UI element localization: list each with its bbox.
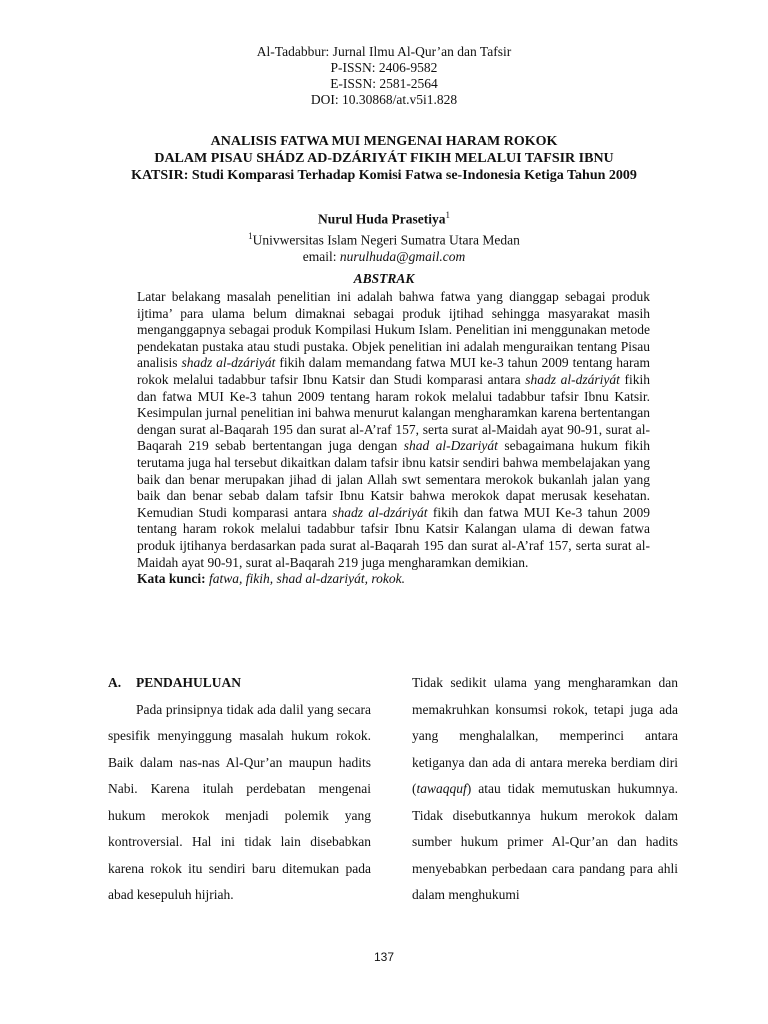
title-line-1: ANALISIS FATWA MUI MENGENAI HARAM ROKOK	[210, 134, 558, 149]
doi-label: DOI:	[310, 92, 342, 107]
abstract-term: shadz al-dzáriyát	[332, 504, 428, 520]
title-line-3: KATSIR: Studi Komparasi Terhadap Komisi Fatwa se-Indonesia Ketiga Tahun 2009	[131, 168, 637, 183]
email-label: email:	[302, 249, 340, 264]
abstract-term: shadz al-dzáriyát	[181, 355, 276, 371]
body-text: ) atau tidak memutuskan hukumnya. Tidak disebutkannya hukum merokok dalam sumber hukum primer Al-Qur’an dan hadits menyebabkan perbedaan cara pandang para ahli dalam menghukumi	[412, 781, 678, 902]
paper-title	[110, 133, 658, 184]
author-block	[0, 207, 768, 265]
email-line	[0, 248, 768, 265]
page-number: 137	[373, 950, 395, 964]
doi-link[interactable]: 10.30868/at.v5i1.828	[342, 92, 458, 107]
affiliation-line	[0, 228, 768, 249]
body-paragraph-left: Pada prinsipnya tidak ada dalil yang secara spesifik menyinggung masalah hukum rokok. Baik dalam nas-nas Al-Qur’an maupun hadits Nabi. Karena itulah perdebatan mengenai hukum merokok menjadi polemik yang kontroversial. Hal ini tidak lain disebabkan karena rokok itu sendiri baru ditemukan pada abad kesepuluh hijriah.	[108, 701, 371, 902]
email-address[interactable]: nurulhuda@gmail.com	[339, 249, 466, 264]
affiliation-sup: 1	[248, 230, 253, 241]
abstract-heading: ABSTRAK	[353, 271, 415, 286]
abstract-body	[137, 289, 650, 588]
abstract-text: fikih dalam memandang fatwa MUI ke-3 tahun 2009 tentang haram rokok melalui tadabbur tafsir Ibnu Katsir dan Studi komparasi antara	[137, 355, 650, 387]
title-line-2: DALAM PISAU SHÁDZ AD-DZÁRIYÁT FIKIH MELALUI TAFSIR IBNU	[154, 151, 614, 166]
abstract-text: fikih dan fatwa MUI Ke-3 tahun 2009 tentang haram rokok melalui tadabbur tafsir Ibnu Katsir Kalangan ulama di dewan fatwa produk ijtihanya berdasarkan pada surat al-Baqarah 195 dan surat al-A’raf 157, serta surat al-Maidah ayat 90-91, surat al-Baqarah 219 juga mengharamkan demikian.	[137, 504, 650, 570]
doi	[0, 92, 768, 108]
abstract-term: shad al-Dzariyát	[403, 438, 498, 454]
keywords-label: Kata kunci:	[137, 571, 206, 587]
section-label: A.	[108, 675, 122, 690]
affiliation: Univwersitas Islam Negeri Sumatra Utara Medan	[252, 232, 520, 247]
abstract-text: fikih dan fatwa MUI Ke-3 tahun 2009 tentang haram rokok melalui tadabbur tafsir Ibnu Katsir. Kesimpulan jurnal penelitian ini bahwa menurut kalangan mengharamkan karena bertentangan dengan surat al-Baqarah 195 dan surat al-A’raf 157, serta surat al-Maidah ayat 90-91, surat al-Baqarah 219 sebab bertentangan juga dengan	[137, 371, 650, 454]
author-sup: 1	[445, 210, 450, 220]
author-name: Nurul Huda Prasetiya	[317, 211, 446, 227]
abstract-text: sebagaimana hukum fikih terutama juga hal tersebut dikaitkan dalam tafsir ibnu katsir sendiri bahwa membelajakan yang baik dan benar merupakan jihad di jalan Allah swt sementara merokok bukanlah jalan yang baik dan benar sebab dalam tafsir Ibnu Katsir bahwa merokok dapat merusak kesehatan. Kemudian Studi komparasi antara	[137, 438, 651, 520]
right-column	[412, 670, 678, 909]
keywords	[137, 571, 650, 588]
left-column	[108, 670, 371, 909]
body-term: tawaqquf	[416, 781, 467, 796]
section-title: PENDAHULUAN	[136, 675, 242, 690]
e-issn: E-ISSN: 2581-2564	[330, 76, 438, 91]
abstract-paragraph	[137, 289, 650, 571]
body-text: Tidak sedikit ulama yang mengharamkan dan memakruhkan konsumsi rokok, tetapi juga ada yang menghalalkan, memperinci antara ketiganya dan ada di antara mereka berdiam diri (	[412, 675, 678, 796]
abstract-term: shadz al-dzáriyát	[525, 371, 620, 387]
keywords-value: fatwa, fikih, shad al-dzariyát, rokok.	[205, 571, 406, 587]
abstract-text: Latar belakang masalah penelitian ini adalah bahwa fatwa yang dianggap sebagai produk ijtima’ para ulama belum dimaknai sebagai produk ijtihad sehingga masyarakat masih menganggapnya sebagai produk Kompilasi Hukum Islam. Penelitian ini menggunakan metode pendekatan pustaka atau studi pustaka. Objek penelitian ini adalah menguraikan tentang Pisau analisis	[137, 289, 650, 371]
journal-name: Al-Tadabbur: Jurnal Ilmu Al-Qur’an dan Tafsir	[256, 44, 512, 59]
p-issn: P-ISSN: 2406-9582	[330, 60, 438, 75]
author-name-line	[0, 207, 768, 228]
section-heading	[108, 670, 371, 697]
journal-header	[0, 44, 768, 108]
body-paragraph-right	[412, 670, 678, 909]
